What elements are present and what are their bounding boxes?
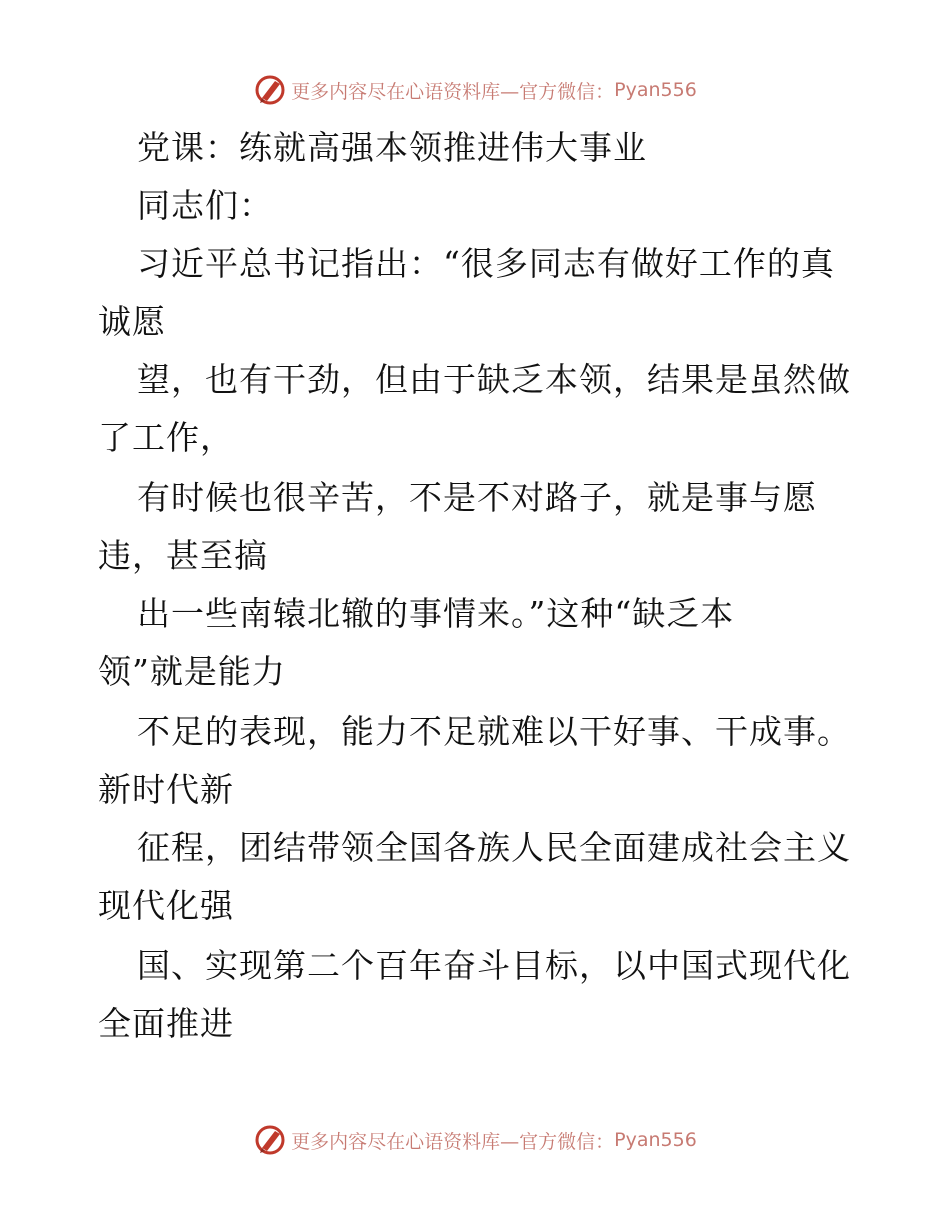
pen-logo-icon [253, 73, 287, 107]
watermark-text: 更多内容尽在心语资料库—官方微信： [291, 1130, 615, 1153]
header-watermark [0, 70, 950, 110]
text-line: 领”就是能力 [98, 652, 286, 691]
text-line: 不足的表现，能力不足就难以干好事、干成事。 [137, 712, 851, 751]
text-line: 新时代新 [98, 770, 234, 809]
text-line: 望，也有干劲，但由于缺乏本领，结果是虽然做 [137, 360, 851, 399]
watermark-contact: Pyan556 [614, 1129, 697, 1151]
text-line: 全面推进 [98, 1004, 234, 1043]
footer-watermark [0, 1120, 950, 1160]
pen-logo-icon [253, 1123, 287, 1157]
text-line: 国、实现第二个百年奋斗目标，以中国式现代化 [137, 946, 851, 985]
text-line: 违，甚至搞 [98, 536, 268, 575]
text-line: 习近平总书记指出：“很多同志有做好工作的真 [137, 244, 835, 283]
text-line: 出一些南辕北辙的事情来。”这种“缺乏本 [137, 594, 735, 633]
text-line: 诚愿 [98, 302, 166, 341]
text-line: 有时候也很辛苦，不是不对路子，就是事与愿 [137, 478, 817, 517]
watermark-contact: Pyan556 [614, 79, 697, 101]
document-title: 党课：练就高强本领推进伟大事业 [137, 128, 647, 167]
salutation: 同志们： [137, 186, 273, 225]
text-line: 了工作， [98, 418, 234, 457]
text-line: 征程，团结带领全国各族人民全面建成社会主义 [137, 828, 851, 867]
watermark-text: 更多内容尽在心语资料库—官方微信： [291, 80, 615, 103]
text-line: 现代化强 [98, 886, 234, 925]
